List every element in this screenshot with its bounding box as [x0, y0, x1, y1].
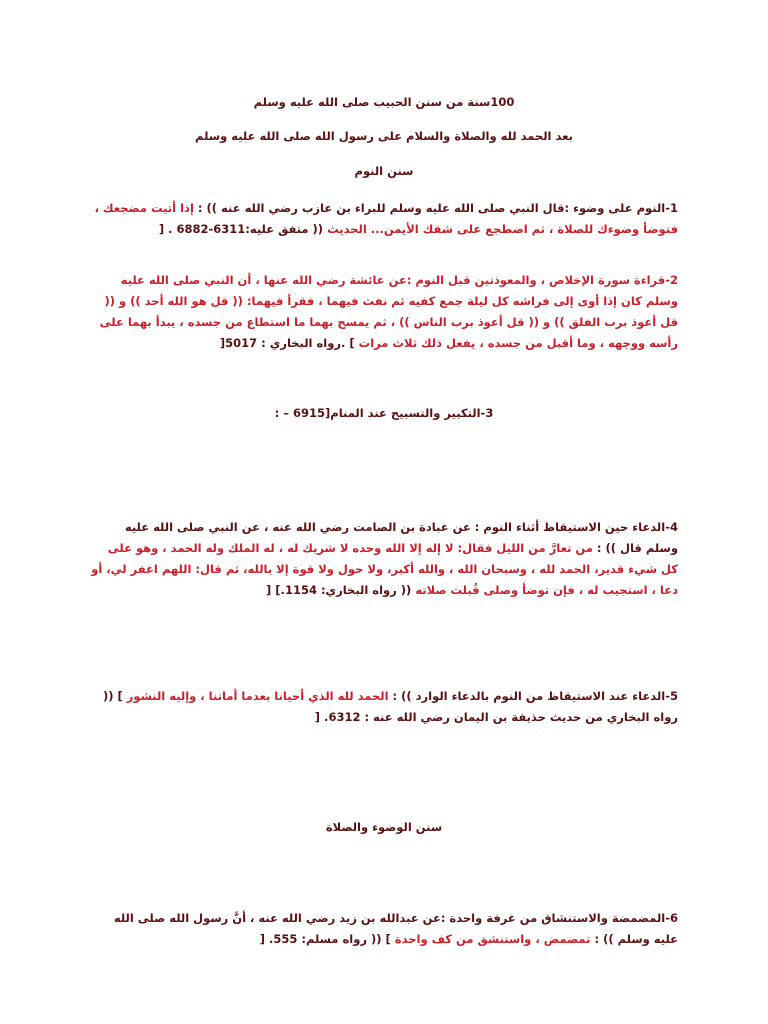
paragraph-6-source: ] (( رواه مسلم: 555. [ [259, 932, 391, 946]
paragraph-6-hadith: تمضمض ، واستنشق من كف واحدة [394, 932, 591, 946]
paragraph-1-source: (( متفق عليه:6311-6882 . [ [158, 222, 324, 236]
paragraph-2-text: 2-قراءة سورة الإخلاص ، والمعوذتين قبل النوم :عن عائشة رضي الله عنها ، أن النبي صلى الله عليه وسلم كان إذا أوى إلى فراشه كل ليلة جمع كفيه ثم نفث فيهما ، فقرأ فيهما: (( قل هو الله أحد )) و (( قل أعوذ برب الفلق )) و (( قل أعوذ برب الناس )) ، ثم يمسح بهما ما استطاع من جسده ، يبدأ بهما على رأسه ووجهه ، وما أقبل من جسده ، يفعل ذلك ثلاث مرات [99, 273, 678, 350]
intro-line: بعد الحمد لله والصلاة والسلام على رسول الله صلى الله عليه وسلم [195, 129, 573, 143]
paragraph-2 [90, 270, 678, 354]
document-title: 100سنة من سنن الحبيب صلى الله عليه وسلم [253, 95, 515, 109]
paragraph-5-intro: 5-الدعاء عند الاستيقاظ من النوم بالدعاء الوارد )) : [392, 689, 678, 703]
paragraph-2-source: ] .رواه البخاري : 5017[ [219, 336, 355, 350]
section-heading-wudu: سنن الوضوء والصلاة [325, 820, 443, 834]
section-heading-sleep: سنن النوم [354, 164, 414, 178]
paragraph-5-hadith: الحمد لله الذي أحيانا بعدما أماتنا ، وإليه النشور [126, 689, 389, 703]
paragraph-4-hadith: من تعارَّ من الليل فقال: لا إله إلا الله وحده لا شريك له ، له الملك وله الحمد ، وهو على كل شيء قدير، الحمد لله ، وسبحان الله ، والله أكبر، ولا حول ولا قوة إلا بالله، ثم قال: اللهم اغفر لي، أو دعا ، استجيب له ، فإن توضأ وصلى قُبلت صلاته [91, 541, 678, 597]
paragraph-1 [90, 198, 678, 240]
paragraph-1-hadith: إذا أتيت مضجعك ، فتوضأ وضوءك للصلاة ، ثم اضطجع على شقك الأيمن... الحديث [94, 201, 678, 236]
paragraph-1-intro: 1-النوم على وضوء :قال النبي صلى الله عليه وسلم للبراء بن عازب رضي الله عنه )) : [197, 201, 678, 215]
paragraph-5 [90, 686, 678, 728]
paragraph-5-source: ] (( رواه البخاري من حديث حذيفة بن اليمان رضي الله عنه : 6312. [ [102, 689, 678, 724]
paragraph-6 [90, 908, 678, 950]
paragraph-4 [90, 517, 678, 601]
paragraph-4-source: (( رواه البخاري: 1154.] [ [266, 583, 412, 597]
paragraph-6-intro: 6-المضمضة والاستنشاق من غرفة واحدة :عن عبدالله بن زيد رضي الله عنه ، أنَّ رسول الله صلى الله عليه وسلم )) : [113, 911, 678, 946]
paragraph-4-intro: 4-الدعاء حين الاستيقاظ أثناء النوم : عن عبادة بن الصامت رضي الله عنه ، عن النبي صلى الله عليه وسلم قال )) : [124, 520, 678, 555]
paragraph-3: 3-التكبير والتسبيح عند المنام[6915 – : [274, 406, 494, 420]
